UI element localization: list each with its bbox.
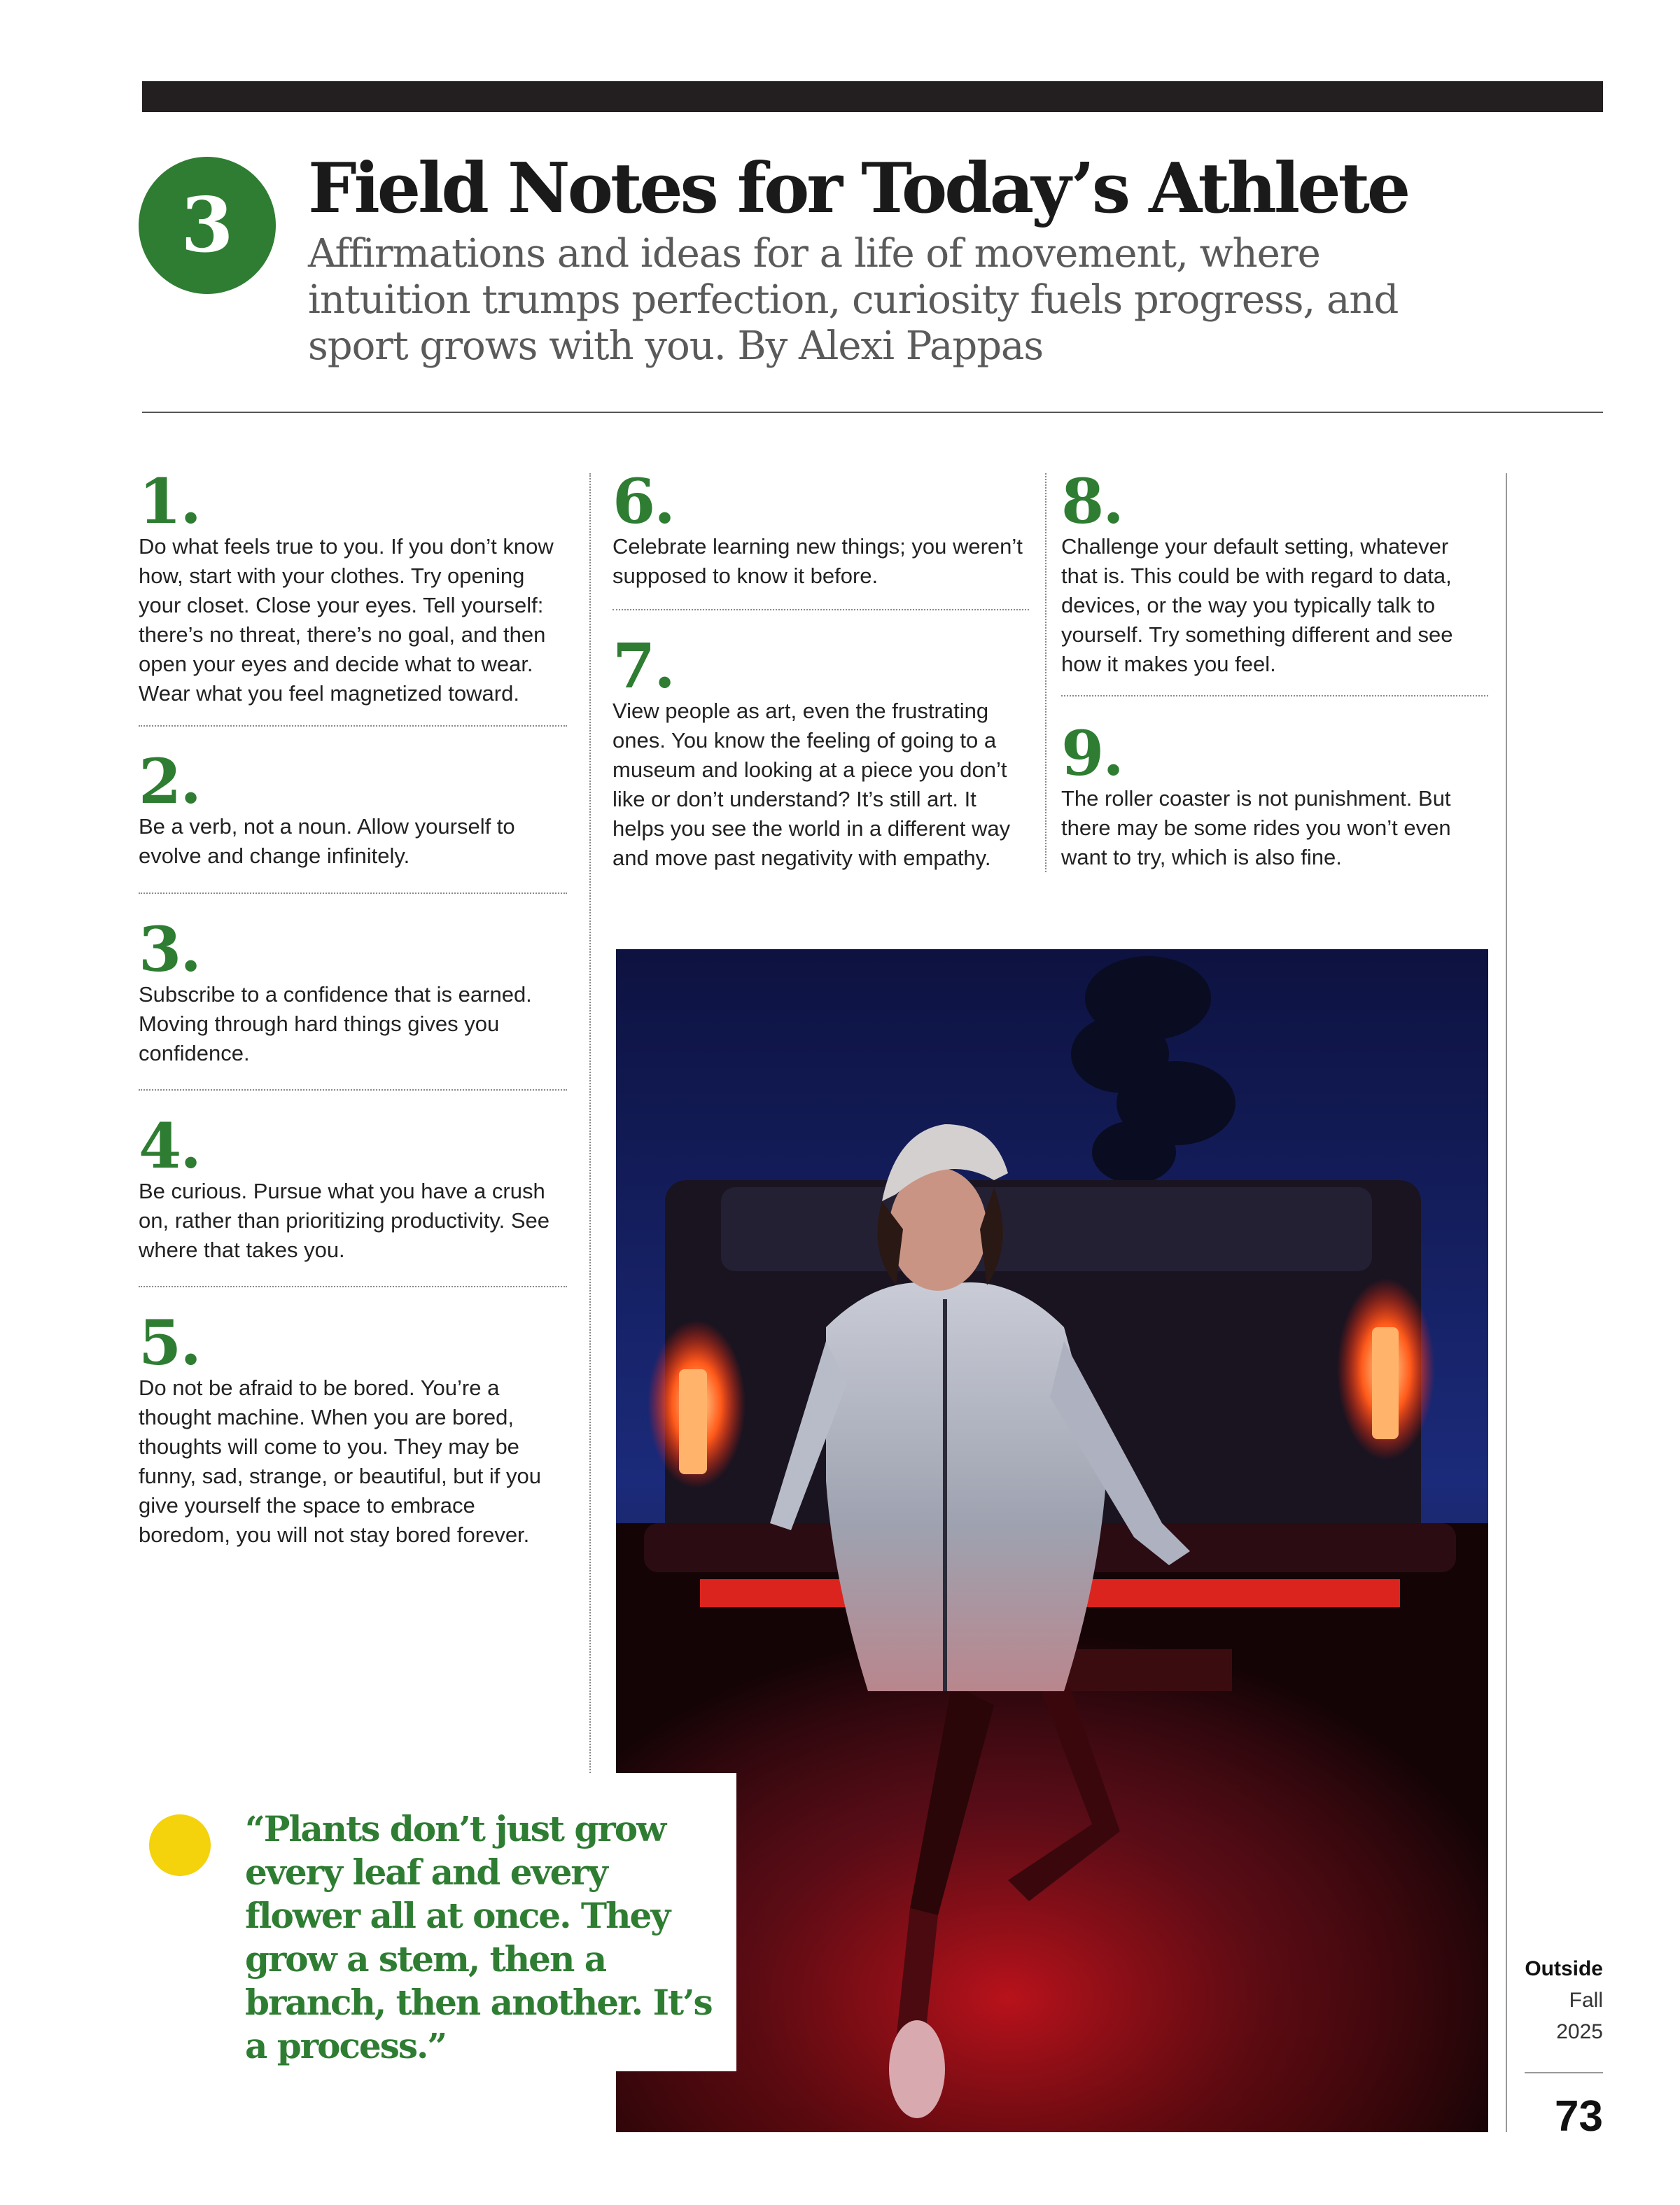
note-7 [612,629,1032,873]
note-5 [139,1306,559,1550]
note-9 [1061,717,1481,872]
note-divider [612,609,1029,610]
note-number: 3. [139,913,200,986]
note-text: Celebrate learning new things; you weren’t supposed to know it before. [612,534,1023,588]
note-divider [1061,695,1488,696]
note-divider [139,725,567,727]
folio-brand: Outside [1525,1957,1603,1980]
note-text: Do not be afraid to be bored. You’re a thought machine. When you are bored, thoughts will come to you. They may be funny, sad, strange, or beautiful, but if you give yourself the space to embrace boredom, you will not stay bored forever. [139,1376,541,1547]
page-subtitle: Affirmations and ideas for a life of movement, where intuition trumps perfection, curiosity fuels progress, and sport grows with you. By Alexi Pappas [308,231,1399,369]
note-divider [139,1286,567,1287]
column-separator-2 [1045,473,1046,872]
note-text: Subscribe to a confidence that is earned. Moving through hard things gives you confidence. [139,982,532,1065]
quote-bullet-dot [149,1814,211,1876]
top-bar [142,81,1603,112]
note-6 [612,465,1032,591]
note-2 [139,745,573,871]
folio-divider [1525,2072,1603,2073]
note-text: The roller coaster is not punishment. But there may be some rides you won’t even want to try, which is also fine. [1061,786,1451,869]
note-number: 1. [139,465,200,538]
note-number: 5. [139,1306,200,1379]
note-number: 4. [139,1110,200,1182]
note-3 [139,913,573,1068]
note-number: 8. [1061,465,1123,538]
note-text: Be a verb, not a noun. Allow yourself to evolve and change infinitely. [139,814,515,868]
note-number: 2. [139,745,200,818]
column-separator-1 [589,473,591,1775]
note-1 [139,465,573,708]
note-number: 7. [612,629,674,702]
note-text: View people as art, even the frustrating ones. You know the feeling of going to a museum and looking at a piece you don’t like or don’t understand? It’s still art. It helps you see the world in a different way and move past negativity with empathy. [612,699,1011,870]
pull-quote: “Plants don’t just grow every leaf and every flower all at once. They grow a stem, then a branch, then another. It’s a process.” [245,1808,712,2066]
note-text: Be curious. Pursue what you have a crush on, rather than prioritizing productivity. See where that takes you. [139,1179,550,1262]
note-8 [1061,465,1481,679]
note-number: 6. [612,465,674,538]
right-margin-rule [1506,473,1507,2132]
note-number: 9. [1061,717,1123,790]
note-divider [139,1089,567,1091]
section-number-badge: 3 [139,157,276,294]
note-text: Do what feels true to you. If you don’t know how, start with your clothes. Try opening your closet. Close your eyes. Tell yourself: there’s no threat, there’s no goal, and then open your eyes and decide what to wear. Wear what you feel magnetized toward. [139,534,554,706]
header-divider [142,412,1603,413]
runner-photo [616,949,1488,2132]
note-text: Challenge your default setting, whatever that is. This could be with regard to data, devices, or the way you typically talk to yourself. Try something different and see how it makes you feel. [1061,534,1453,676]
page-title: Field Notes for Today’s Athlete [308,148,1408,229]
page-number: 73 [1555,2092,1603,2141]
runner-photo-illustration [616,949,1488,2132]
folio-year: 2025 [1556,2020,1603,2043]
note-4 [139,1110,573,1265]
folio-season: Fall [1569,1989,1603,2012]
note-divider [139,892,567,894]
